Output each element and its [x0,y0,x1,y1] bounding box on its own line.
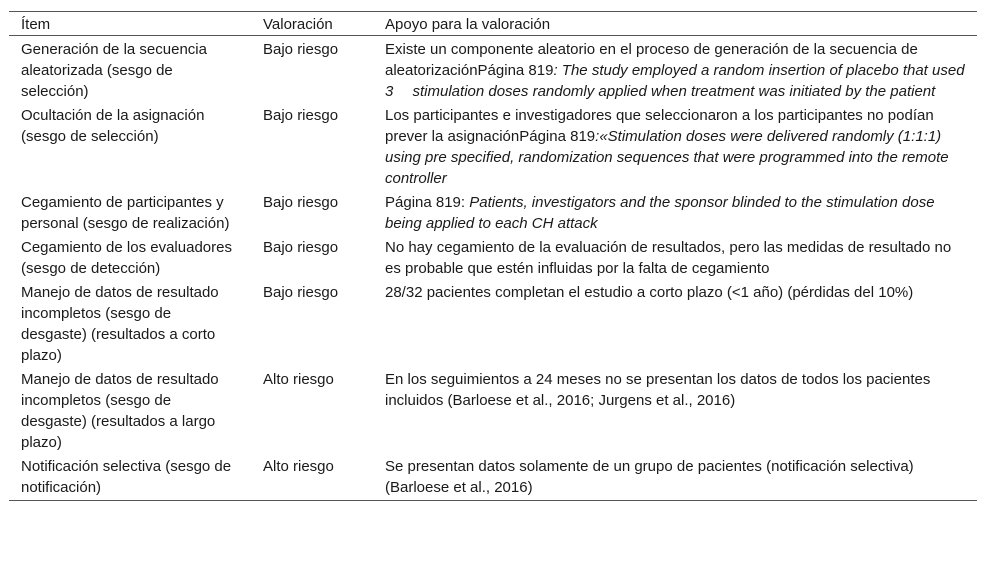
table-row [9,36,977,103]
support-cell [373,234,977,279]
support-text: 28/32 pacientes completan el estudio a corto plazo (<1 año) (pérdidas del 10%) [385,284,914,301]
risk-of-bias-table [9,11,977,501]
support-text: En los seguimientos a 24 meses no se presentan los datos de todos los pacientes incluidos (Barloese et al., 2016; Jurgens et al., 2016) [385,371,931,409]
rating-cell: Bajo riesgo [263,107,339,124]
support-cell [373,453,977,501]
table-row [9,366,977,453]
rating-cell: Alto riesgo [263,371,334,388]
table-row [9,453,977,501]
table-row [9,234,977,279]
item-cell: Notificación selectiva (sesgo de notificación) [9,453,251,501]
item-cell: Ocultación de la asignación (sesgo de selección) [21,107,205,145]
support-text: Los participantes e investigadores que seleccionaron a los participantes no podían prever la asignaciónPágina 819 [385,107,934,145]
item-cell: Manejo de datos de resultado incompletos (sesgo de desgaste) (resultados a corto plazo) [21,284,219,364]
support-text: Existe un componente aleatorio en el proceso de generación de la secuencia de aleatorizaciónPágina 819 [385,41,918,79]
support-cell [373,102,977,189]
table-header [9,12,977,36]
rating-cell: Bajo riesgo [263,41,339,58]
item-cell: Cegamiento de los evaluadores (sesgo de detección) [21,239,232,277]
header-row [9,12,977,36]
item-cell: Cegamiento de participantes y personal (sesgo de realización) [21,194,230,232]
header-rating: Valoración [251,12,373,36]
rating-cell: Alto riesgo [251,453,373,501]
header-support: Apoyo para la valoración [373,12,977,36]
rating-cell: Bajo riesgo [263,284,339,301]
support-quote: Patients, investigators and the sponsor blinded to the stimulation dose being applied to each CH attack [385,194,935,232]
item-cell: Manejo de datos de resultado incompletos (sesgo de desgaste) (resultados a largo plazo) [21,371,219,451]
header-item: Ítem [9,12,251,36]
item-cell: Generación de la secuencia aleatorizada (sesgo de selección) [21,41,207,100]
support-cell [373,189,977,234]
table-row [9,279,977,366]
table-body [9,36,977,501]
support-text: Se presentan datos solamente de un grupo de pacientes (notificación selectiva) (Barloese et al., 2016) [385,458,914,496]
support-quote: : The study employed a random insertion of placebo that used 3 stimulation doses randomly applied when treatment was initiated by the patient [385,62,965,100]
table-row [9,102,977,189]
rating-cell: Bajo riesgo [263,239,339,256]
support-cell [373,279,977,366]
support-cell [373,366,977,453]
support-cell [373,36,977,103]
support-text: No hay cegamiento de la evaluación de resultados, pero las medidas de resultado no es probable que estén influidas por la falta de cegamiento [385,239,952,277]
support-quote: :«Stimulation doses were delivered randomly (1:1:1) using pre specified, randomization sequences that were programmed into the remote controller [385,128,949,187]
table-row [9,189,977,234]
rating-cell: Bajo riesgo [263,194,339,211]
support-text: Página 819: [385,194,470,211]
